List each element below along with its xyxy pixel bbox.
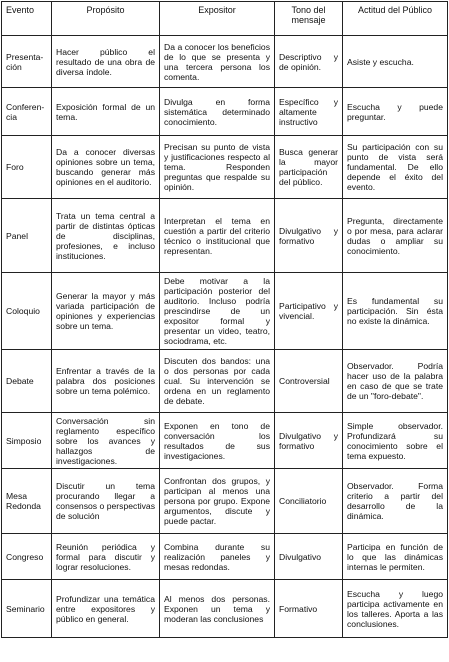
proposito-cell: Reunión periódica y formal para discutir y lograr resoluciones. xyxy=(52,534,160,580)
actitud-cell: Su participación con su punto de vista será fundamental. De ello depende el éxito del evento. xyxy=(343,136,448,199)
expositor-cell: Combina durante su realización paneles y mesas redondas. xyxy=(160,534,275,580)
actitud-cell: Pregunta, directamente o por mesa, para aclarar dudas o ampliar su conocimiento. xyxy=(343,199,448,273)
header-actitud-publico: Actitud del Público xyxy=(343,2,448,36)
expositor-cell: Interpretan el tema en cuestión a partir del criterio técnico o institucional que representan. xyxy=(160,199,275,273)
expositor-cell: Precisan su punto de vista y justificaciones respecto al tema. Responden preguntas que respalde su opinión. xyxy=(160,136,275,199)
proposito-cell: Da a conocer diversas opiniones sobre un tema, buscando generar más opiniones en el auditorio. xyxy=(52,136,160,199)
tono-cell: Divulgativo y formativo xyxy=(275,413,343,469)
table-row xyxy=(2,580,448,638)
tono-cell: Conciliatorio xyxy=(275,469,343,534)
actitud-cell: Escucha y luego participa activamente en los talleres. Aporta a las conclusiones. xyxy=(343,580,448,638)
header-tono-mensaje: Tono del mensaje xyxy=(275,2,343,36)
header-expositor: Expositor xyxy=(160,2,275,36)
events-table-container xyxy=(1,1,447,638)
actitud-cell: Asiste y escucha. xyxy=(343,36,448,88)
proposito-cell: Hacer público el resultado de una obra de diversa índole. xyxy=(52,36,160,88)
proposito-cell: Generar la mayor y más variada participación de opiniones y experiencias sobre un tema. xyxy=(52,273,160,350)
evento-cell: Panel xyxy=(2,199,52,273)
actitud-cell: Simple observador. Profundizará su conocimiento sobre el tema expuesto. xyxy=(343,413,448,469)
tono-cell: Específico y altamente instructivo xyxy=(275,88,343,136)
tono-cell: Descriptivo y de opinión. xyxy=(275,36,343,88)
table-row xyxy=(2,469,448,534)
evento-cell: Conferen-cia xyxy=(2,88,52,136)
tono-cell: Divulgativo y formativo xyxy=(275,199,343,273)
proposito-cell: Profundizar una temática entre expositores y público en general. xyxy=(52,580,160,638)
proposito-cell: Enfrentar a través de la palabra dos posiciones sobre un tema polémico. xyxy=(52,350,160,413)
tono-cell: Formativo xyxy=(275,580,343,638)
expositor-cell: Debe motivar a la participación posterior del auditorio. Incluso podría prescindirse de un expositor formal y presentar un video, teatro, sociodrama, etc. xyxy=(160,273,275,350)
expositor-cell: Confrontan dos grupos, y participan al menos una persona por grupo. Expone argumentos, discute y puede pactar. xyxy=(160,469,275,534)
evento-cell: Presenta-ción xyxy=(2,36,52,88)
actitud-cell: Observador. Podría hacer uso de la palabra en caso de que se trate de un "foro-debate". xyxy=(343,350,448,413)
table-row xyxy=(2,136,448,199)
evento-cell: Seminario xyxy=(2,580,52,638)
evento-cell: Foro xyxy=(2,136,52,199)
events-comparison-table xyxy=(1,1,448,638)
proposito-cell: Discutir un tema procurando llegar a consensos o perspectivas de solución xyxy=(52,469,160,534)
proposito-cell: Trata un tema central a partir de distintas ópticas de disciplinas, profesiones, e incluso instituciones. xyxy=(52,199,160,273)
table-row xyxy=(2,350,448,413)
table-row xyxy=(2,36,448,88)
expositor-cell: Discuten dos bandos: una o dos personas por cada cual. Su intervención se ordena en un reglamento de debate. xyxy=(160,350,275,413)
table-row xyxy=(2,273,448,350)
header-proposito: Propósito xyxy=(52,2,160,36)
header-row xyxy=(2,2,448,36)
actitud-cell: Participa en función de lo que las dinámicas internas le permiten. xyxy=(343,534,448,580)
evento-cell: Coloquio xyxy=(2,273,52,350)
header-evento: Evento xyxy=(2,2,52,36)
actitud-cell: Observador. Forma criterio a partir del desarrollo de la dinámica. xyxy=(343,469,448,534)
tono-cell: Controversial xyxy=(275,350,343,413)
actitud-cell: Escucha y puede preguntar. xyxy=(343,88,448,136)
evento-cell: Debate xyxy=(2,350,52,413)
proposito-cell: Conversación sin reglamento específico sobre los avances y hallazgos de investigaciones. xyxy=(52,413,160,469)
tono-cell: Participativo y vivencial. xyxy=(275,273,343,350)
tono-cell: Divulgativo xyxy=(275,534,343,580)
table-row xyxy=(2,88,448,136)
proposito-cell: Exposición formal de un tema. xyxy=(52,88,160,136)
expositor-cell: Exponen en tono de conversación los resultados de sus investigaciones. xyxy=(160,413,275,469)
expositor-cell: Divulga en forma sistemática determinado conocimiento. xyxy=(160,88,275,136)
expositor-cell: Al menos dos personas. Exponen un tema y moderan las conclusiones xyxy=(160,580,275,638)
tono-cell: Busca generar la mayor participación del público. xyxy=(275,136,343,199)
expositor-cell: Da a conocer los beneficios de lo que se presenta y una tercera persona los comenta. xyxy=(160,36,275,88)
actitud-cell: Es fundamental su participación. Sin ésta no existe la dinámica. xyxy=(343,273,448,350)
evento-cell: Simposio xyxy=(2,413,52,469)
table-row xyxy=(2,534,448,580)
table-row xyxy=(2,413,448,469)
evento-cell: Mesa Redonda xyxy=(2,469,52,534)
table-row xyxy=(2,199,448,273)
evento-cell: Congreso xyxy=(2,534,52,580)
